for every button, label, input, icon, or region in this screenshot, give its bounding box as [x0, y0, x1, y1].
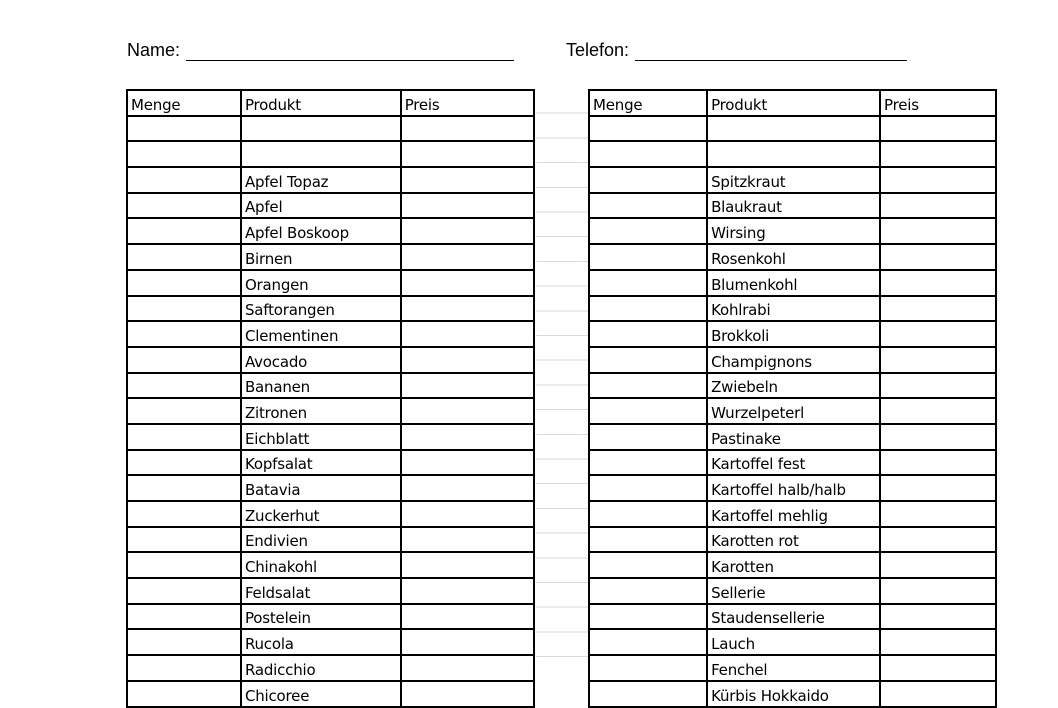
menge-cell[interactable]: [589, 527, 707, 553]
menge-cell[interactable]: [589, 578, 707, 604]
menge-cell[interactable]: [127, 244, 241, 270]
menge-cell[interactable]: [127, 218, 241, 244]
table-row: [127, 373, 534, 399]
table-header-row: [127, 90, 534, 116]
table-row: [127, 527, 534, 553]
menge-cell[interactable]: [589, 167, 707, 193]
column-header-preis: Preis: [401, 90, 534, 116]
table-row: [589, 270, 996, 296]
product-table-left: [126, 89, 535, 708]
preis-cell[interactable]: [401, 141, 534, 167]
preis-cell[interactable]: [880, 347, 996, 373]
menge-cell[interactable]: [589, 244, 707, 270]
table-row: [589, 321, 996, 347]
menge-cell[interactable]: [589, 141, 707, 167]
table-row: [589, 424, 996, 450]
menge-cell[interactable]: [127, 604, 241, 630]
menge-cell[interactable]: [127, 193, 241, 219]
table-row: [589, 218, 996, 244]
preis-cell[interactable]: [880, 604, 996, 630]
menge-cell[interactable]: [127, 347, 241, 373]
preis-cell[interactable]: [880, 501, 996, 527]
table-row: [127, 244, 534, 270]
preis-cell[interactable]: [880, 296, 996, 322]
menge-cell[interactable]: [589, 116, 707, 142]
preis-cell[interactable]: [401, 552, 534, 578]
preis-cell[interactable]: [880, 424, 996, 450]
column-header-preis: Preis: [880, 90, 996, 116]
menge-cell[interactable]: [589, 475, 707, 501]
menge-cell[interactable]: [589, 373, 707, 399]
menge-cell[interactable]: [127, 681, 241, 707]
preis-cell[interactable]: [401, 501, 534, 527]
produkt-cell: Apfel Topaz: [241, 167, 401, 193]
column-header-produkt: Produkt: [707, 90, 880, 116]
table-row: [589, 141, 996, 167]
menge-cell[interactable]: [589, 604, 707, 630]
produkt-cell: Zuckerhut: [241, 501, 401, 527]
table-row: [589, 501, 996, 527]
preis-cell[interactable]: [880, 270, 996, 296]
produkt-cell: Wirsing: [707, 218, 880, 244]
preis-cell[interactable]: [401, 193, 534, 219]
menge-cell[interactable]: [127, 501, 241, 527]
preis-cell[interactable]: [401, 681, 534, 707]
table-row: [589, 193, 996, 219]
name-input-line[interactable]: [186, 40, 514, 61]
preis-cell[interactable]: [401, 450, 534, 476]
menge-cell[interactable]: [589, 501, 707, 527]
menge-cell[interactable]: [589, 655, 707, 681]
table-row: [589, 296, 996, 322]
table-row: [589, 450, 996, 476]
column-header-menge: Menge: [127, 90, 241, 116]
produkt-cell: Brokkoli: [707, 321, 880, 347]
menge-cell[interactable]: [127, 629, 241, 655]
menge-cell[interactable]: [127, 424, 241, 450]
table-header-row: [589, 90, 996, 116]
produkt-cell: Champignons: [707, 347, 880, 373]
produkt-cell: [707, 141, 880, 167]
column-header-menge: Menge: [589, 90, 707, 116]
table-row: [589, 655, 996, 681]
produkt-cell: Spitzkraut: [707, 167, 880, 193]
menge-cell[interactable]: [127, 373, 241, 399]
produkt-cell: [241, 116, 401, 142]
produkt-cell: Clementinen: [241, 321, 401, 347]
menge-cell[interactable]: [127, 116, 241, 142]
table-row: [127, 167, 534, 193]
produkt-cell: Orangen: [241, 270, 401, 296]
column-header-produkt: Produkt: [241, 90, 401, 116]
table-row: [589, 167, 996, 193]
preis-cell[interactable]: [880, 552, 996, 578]
produkt-cell: Batavia: [241, 475, 401, 501]
produkt-cell: Blaukraut: [707, 193, 880, 219]
menge-cell[interactable]: [127, 141, 241, 167]
table-row: [127, 475, 534, 501]
menge-cell[interactable]: [127, 321, 241, 347]
table-row: [589, 681, 996, 707]
produkt-cell: Apfel: [241, 193, 401, 219]
menge-cell[interactable]: [589, 347, 707, 373]
table-row: [127, 681, 534, 707]
menge-cell[interactable]: [589, 398, 707, 424]
table-row: [589, 347, 996, 373]
phone-label: Telefon:: [566, 40, 630, 60]
order-form-header: [0, 40, 1058, 70]
preis-cell[interactable]: [880, 450, 996, 476]
menge-cell[interactable]: [589, 321, 707, 347]
preis-cell[interactable]: [401, 578, 534, 604]
preis-cell[interactable]: [401, 424, 534, 450]
menge-cell[interactable]: [589, 629, 707, 655]
menge-cell[interactable]: [127, 475, 241, 501]
produkt-cell: [707, 116, 880, 142]
preis-cell[interactable]: [880, 167, 996, 193]
product-table-right: [588, 89, 997, 708]
produkt-cell: Bananen: [241, 373, 401, 399]
table-row: [127, 116, 534, 142]
phone-input-line[interactable]: [635, 40, 907, 61]
preis-cell[interactable]: [401, 527, 534, 553]
table-row: [127, 321, 534, 347]
produkt-cell: Blumenkohl: [707, 270, 880, 296]
preis-cell[interactable]: [401, 373, 534, 399]
preis-cell[interactable]: [401, 629, 534, 655]
produkt-cell: Apfel Boskoop: [241, 218, 401, 244]
produkt-cell: Wurzelpeterl: [707, 398, 880, 424]
produkt-cell: Postelein: [241, 604, 401, 630]
table-row: [589, 475, 996, 501]
menge-cell[interactable]: [127, 167, 241, 193]
table-row: [589, 552, 996, 578]
menge-cell[interactable]: [589, 450, 707, 476]
menge-cell[interactable]: [589, 296, 707, 322]
table-row: [127, 655, 534, 681]
produkt-cell: Kartoffel fest: [707, 450, 880, 476]
produkt-cell: Sellerie: [707, 578, 880, 604]
preis-cell[interactable]: [880, 193, 996, 219]
preis-cell[interactable]: [401, 296, 534, 322]
produkt-cell: [241, 141, 401, 167]
name-label: Name:: [127, 40, 181, 60]
produkt-cell: Birnen: [241, 244, 401, 270]
preis-cell[interactable]: [401, 244, 534, 270]
produkt-cell: Zwiebeln: [707, 373, 880, 399]
table-row: [589, 578, 996, 604]
produkt-cell: Chicoree: [241, 681, 401, 707]
menge-cell[interactable]: [127, 655, 241, 681]
produkt-cell: Eichblatt: [241, 424, 401, 450]
table-row: [127, 450, 534, 476]
menge-cell[interactable]: [127, 398, 241, 424]
table-row: [589, 398, 996, 424]
table-row: [127, 604, 534, 630]
menge-cell[interactable]: [589, 218, 707, 244]
produkt-cell: Karotten: [707, 552, 880, 578]
produkt-cell: Kürbis Hokkaido: [707, 681, 880, 707]
preis-cell[interactable]: [880, 475, 996, 501]
preis-cell[interactable]: [880, 578, 996, 604]
menge-cell[interactable]: [127, 527, 241, 553]
produkt-cell: Kohlrabi: [707, 296, 880, 322]
table-row: [589, 604, 996, 630]
produkt-cell: Rucola: [241, 629, 401, 655]
produkt-cell: Kopfsalat: [241, 450, 401, 476]
table-row: [589, 244, 996, 270]
preis-cell[interactable]: [880, 398, 996, 424]
produkt-cell: Avocado: [241, 347, 401, 373]
table-row: [127, 501, 534, 527]
preis-cell[interactable]: [880, 116, 996, 142]
menge-cell[interactable]: [127, 270, 241, 296]
table-row: [589, 116, 996, 142]
table-row: [127, 347, 534, 373]
menge-cell[interactable]: [127, 578, 241, 604]
table-row: [589, 373, 996, 399]
preis-cell[interactable]: [880, 681, 996, 707]
preis-cell[interactable]: [401, 116, 534, 142]
menge-cell[interactable]: [589, 552, 707, 578]
menge-cell[interactable]: [589, 270, 707, 296]
produkt-cell: Saftorangen: [241, 296, 401, 322]
table-row: [127, 398, 534, 424]
preis-cell[interactable]: [401, 604, 534, 630]
menge-cell[interactable]: [589, 681, 707, 707]
column-gutter: [536, 89, 588, 675]
produkt-cell: Staudensellerie: [707, 604, 880, 630]
menge-cell[interactable]: [589, 193, 707, 219]
produkt-cell: Endivien: [241, 527, 401, 553]
preis-cell[interactable]: [401, 398, 534, 424]
produkt-cell: Fenchel: [707, 655, 880, 681]
produkt-cell: Feldsalat: [241, 578, 401, 604]
produkt-cell: Kartoffel halb/halb: [707, 475, 880, 501]
table-row: [127, 552, 534, 578]
table-row: [127, 270, 534, 296]
table-row: [127, 578, 534, 604]
preis-cell[interactable]: [880, 244, 996, 270]
table-row: [127, 296, 534, 322]
preis-cell[interactable]: [401, 475, 534, 501]
table-row: [127, 141, 534, 167]
preis-cell[interactable]: [880, 141, 996, 167]
preis-cell[interactable]: [401, 321, 534, 347]
produkt-cell: Pastinake: [707, 424, 880, 450]
produkt-cell: Lauch: [707, 629, 880, 655]
name-field[interactable]: [127, 40, 514, 61]
preis-cell[interactable]: [880, 321, 996, 347]
table-row: [127, 424, 534, 450]
menge-cell[interactable]: [589, 424, 707, 450]
produkt-cell: Zitronen: [241, 398, 401, 424]
produkt-cell: Rosenkohl: [707, 244, 880, 270]
produkt-cell: Radicchio: [241, 655, 401, 681]
preis-cell[interactable]: [880, 629, 996, 655]
table-row: [127, 218, 534, 244]
preis-cell[interactable]: [401, 167, 534, 193]
produkt-cell: Chinakohl: [241, 552, 401, 578]
menge-cell[interactable]: [127, 296, 241, 322]
menge-cell[interactable]: [127, 552, 241, 578]
preis-cell[interactable]: [401, 347, 534, 373]
preis-cell[interactable]: [401, 218, 534, 244]
table-row: [127, 193, 534, 219]
preis-cell[interactable]: [880, 373, 996, 399]
produkt-cell: Karotten rot: [707, 527, 880, 553]
table-row: [127, 629, 534, 655]
table-row: [589, 629, 996, 655]
preis-cell[interactable]: [880, 218, 996, 244]
produkt-cell: Kartoffel mehlig: [707, 501, 880, 527]
preis-cell[interactable]: [880, 655, 996, 681]
table-row: [589, 527, 996, 553]
preis-cell[interactable]: [880, 527, 996, 553]
menge-cell[interactable]: [127, 450, 241, 476]
phone-field[interactable]: [566, 40, 907, 61]
preis-cell[interactable]: [401, 270, 534, 296]
preis-cell[interactable]: [401, 655, 534, 681]
